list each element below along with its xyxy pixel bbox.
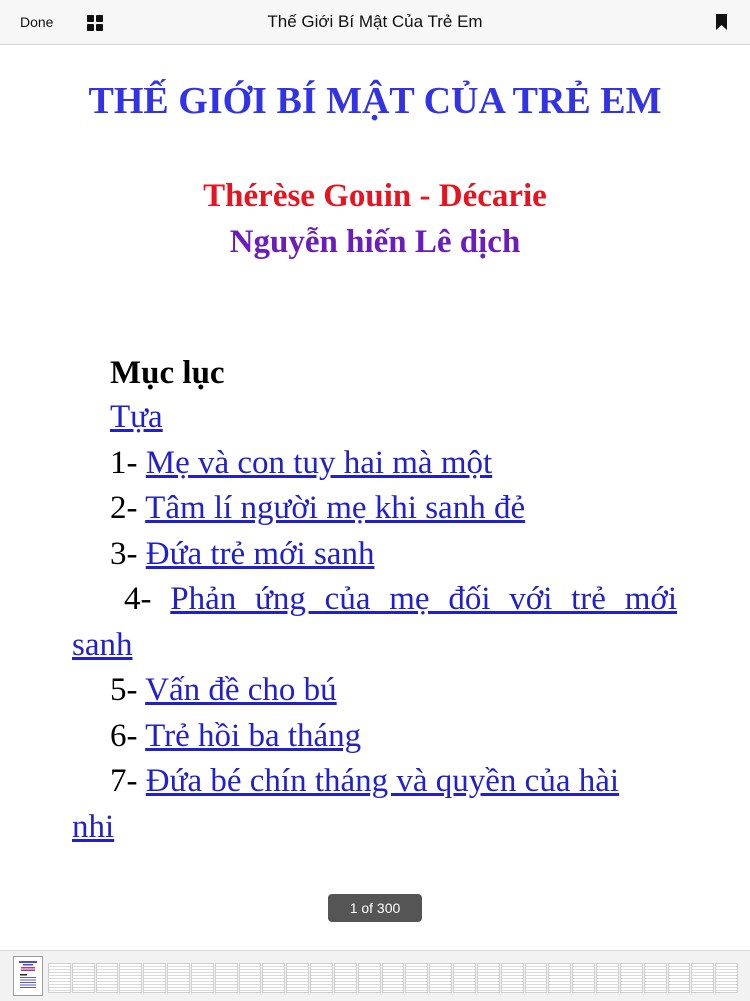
page-thumbnail[interactable] — [548, 963, 571, 993]
page-thumbnail[interactable] — [334, 963, 357, 993]
page-thumbnail[interactable] — [310, 963, 333, 993]
toc-link-chapter-4[interactable]: Phản ứng của mẹ đối với trẻ mới — [170, 581, 677, 617]
page-thumbnail[interactable] — [215, 963, 238, 993]
toc-link-preface[interactable]: Tựa — [110, 399, 163, 435]
page-thumbnail[interactable] — [262, 963, 285, 993]
toc-number: 4- — [124, 581, 171, 617]
bookmark-icon[interactable] — [716, 14, 727, 30]
toc-link-chapter-4-cont[interactable]: sanh — [72, 626, 133, 663]
table-of-contents — [72, 395, 677, 850]
page-thumbnail[interactable] — [525, 963, 548, 993]
page-thumbnail[interactable] — [668, 963, 691, 993]
page-thumbnail[interactable] — [620, 963, 643, 993]
page-thumbnail-icon — [14, 957, 42, 995]
page-thumbnail[interactable] — [286, 963, 309, 993]
book-author: Thérèse Gouin - Décarie — [203, 178, 547, 214]
page-thumbnail[interactable] — [477, 963, 500, 993]
toc-number: 7- — [110, 763, 146, 799]
pdf-page — [0, 45, 750, 950]
document-title: Thế Giới Bí Mật Của Trẻ Em — [267, 12, 483, 31]
toc-link-chapter-2[interactable]: Tâm lí người mẹ khi sanh đẻ — [145, 490, 526, 526]
page-thumbnail[interactable] — [382, 963, 405, 993]
toc-item — [72, 577, 677, 623]
page-thumbnail[interactable] — [405, 963, 428, 993]
book-title: THẾ GIỚI BÍ MẬT CỦA TRẺ EM — [88, 80, 662, 122]
page-thumbnail[interactable] — [644, 963, 667, 993]
page-thumbnail[interactable] — [48, 963, 71, 993]
page-thumbnail[interactable] — [167, 963, 190, 993]
toc-link-chapter-7-cont[interactable]: nhi — [72, 808, 115, 845]
toc-item — [72, 668, 677, 714]
page-thumbnail[interactable] — [715, 963, 738, 993]
toc-item-continuation — [72, 623, 677, 669]
toc-item — [72, 532, 677, 578]
toc-number: 2- — [110, 490, 146, 526]
toc-number: 1- — [110, 444, 146, 481]
toc-link-chapter-3[interactable]: Đứa trẻ mới sanh — [145, 535, 375, 572]
toc-item-continuation — [72, 805, 677, 851]
toc-heading: Mục lục — [110, 355, 225, 391]
page-thumbnail[interactable] — [453, 963, 476, 993]
toc-number: 5- — [110, 672, 146, 708]
top-toolbar — [0, 0, 750, 45]
toc-item — [72, 395, 677, 441]
page-thumbnail[interactable] — [96, 963, 119, 993]
page-indicator: 1 of 300 — [328, 894, 422, 922]
page-thumbnail[interactable] — [429, 963, 452, 993]
toc-number: 3- — [110, 535, 146, 572]
page-thumbnail[interactable] — [691, 963, 714, 993]
page-thumbnail[interactable] — [143, 963, 166, 993]
book-translator: Nguyễn hiến Lê dịch — [229, 224, 521, 260]
thumbnail-list[interactable] — [48, 963, 738, 993]
toc-link-chapter-6[interactable]: Trẻ hồi ba tháng — [145, 717, 362, 754]
page-thumbnail[interactable] — [191, 963, 214, 993]
toc-item — [72, 486, 677, 532]
toc-item — [72, 759, 677, 805]
toc-link-chapter-1[interactable]: Mẹ và con tuy hai mà một — [145, 444, 493, 481]
page-thumbnail[interactable] — [358, 963, 381, 993]
grid-icon[interactable] — [87, 15, 103, 31]
page-thumbnail[interactable] — [239, 963, 262, 993]
page-thumbnail[interactable] — [572, 963, 595, 993]
current-page-thumbnail[interactable] — [13, 956, 43, 996]
done-button[interactable]: Done — [20, 14, 54, 30]
toc-number: 6- — [110, 717, 146, 754]
page-thumbnail[interactable] — [119, 963, 142, 993]
toc-item — [72, 441, 677, 487]
page-thumbnail[interactable] — [596, 963, 619, 993]
page-thumbnail[interactable] — [501, 963, 524, 993]
toc-link-chapter-7[interactable]: Đứa bé chín tháng và quyền của hài — [145, 763, 620, 799]
thumbnail-strip[interactable] — [0, 950, 750, 1001]
toc-item — [72, 714, 677, 760]
toc-link-chapter-5[interactable]: Vấn đề cho bú — [145, 672, 337, 708]
page-thumbnail[interactable] — [72, 963, 95, 993]
